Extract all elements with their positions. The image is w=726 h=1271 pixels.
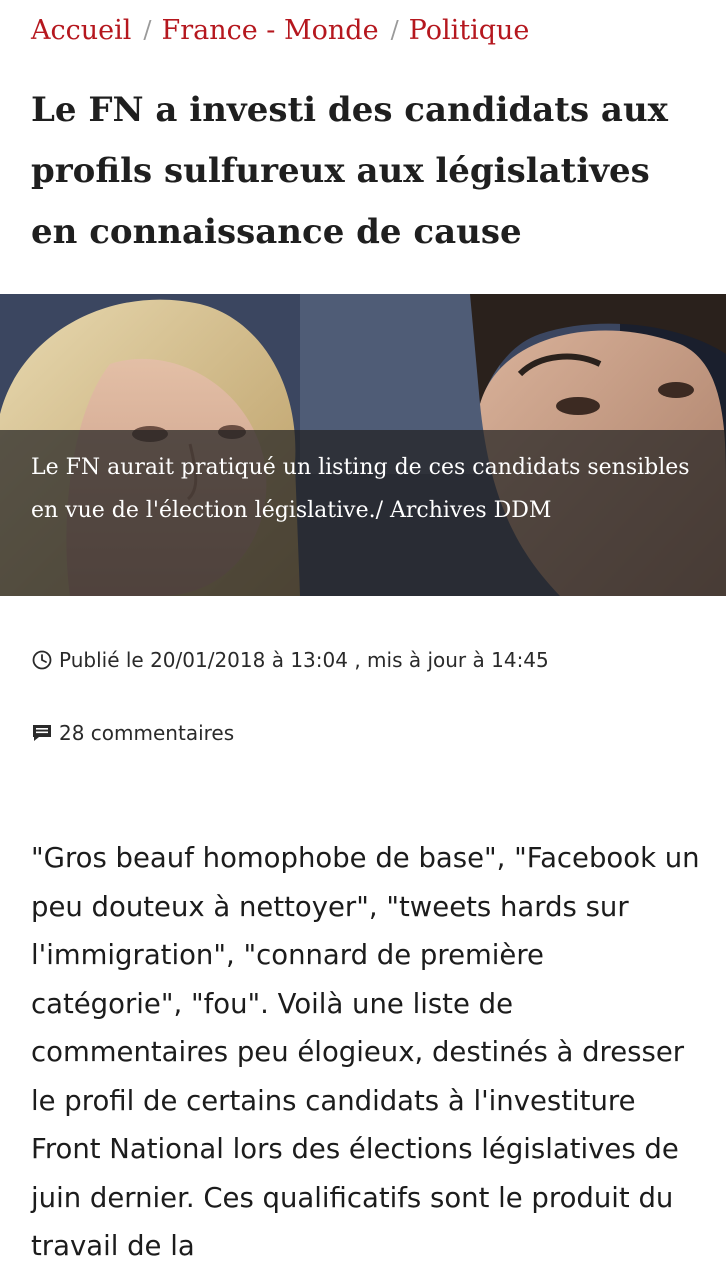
comment-icon	[31, 722, 53, 744]
image-caption: Le FN aurait pratiqué un listing de ces candidats sensibles en vue de l'élection législative./ Archives DDM	[31, 455, 690, 523]
publication-date: Publié le 20/01/2018 à 13:04 , mis à jour à 14:45	[59, 648, 549, 672]
article-title: Le FN a investi des candidats aux profils sulfureux aux législatives en connaissance de cause	[31, 90, 668, 252]
breadcrumb-link-politique[interactable]: Politique	[408, 14, 530, 46]
breadcrumb-link-accueil[interactable]: Accueil	[31, 14, 132, 46]
publication-info	[31, 648, 549, 672]
article-body: "Gros beauf homophobe de base", "Facebook un peu douteux à nettoyer", "tweets hards sur l'immigration", "connard de première catégorie", "fou". Voilà une liste de commentaires peu élogieux, destinés à dresser le profil de certains candidats à l'investiture Front National lors des élections législatives de juin dernier. Ces qualificatifs sont le produit du travail de la	[31, 842, 700, 1262]
breadcrumb	[31, 10, 529, 50]
clock-icon	[31, 649, 53, 671]
comments-count: 28 commentaires	[59, 721, 235, 745]
comments-link[interactable]	[31, 721, 234, 745]
breadcrumb-separator: /	[390, 16, 399, 44]
breadcrumb-link-france-monde[interactable]: France - Monde	[161, 14, 379, 46]
breadcrumb-separator: /	[143, 16, 152, 44]
article-image	[0, 294, 726, 596]
